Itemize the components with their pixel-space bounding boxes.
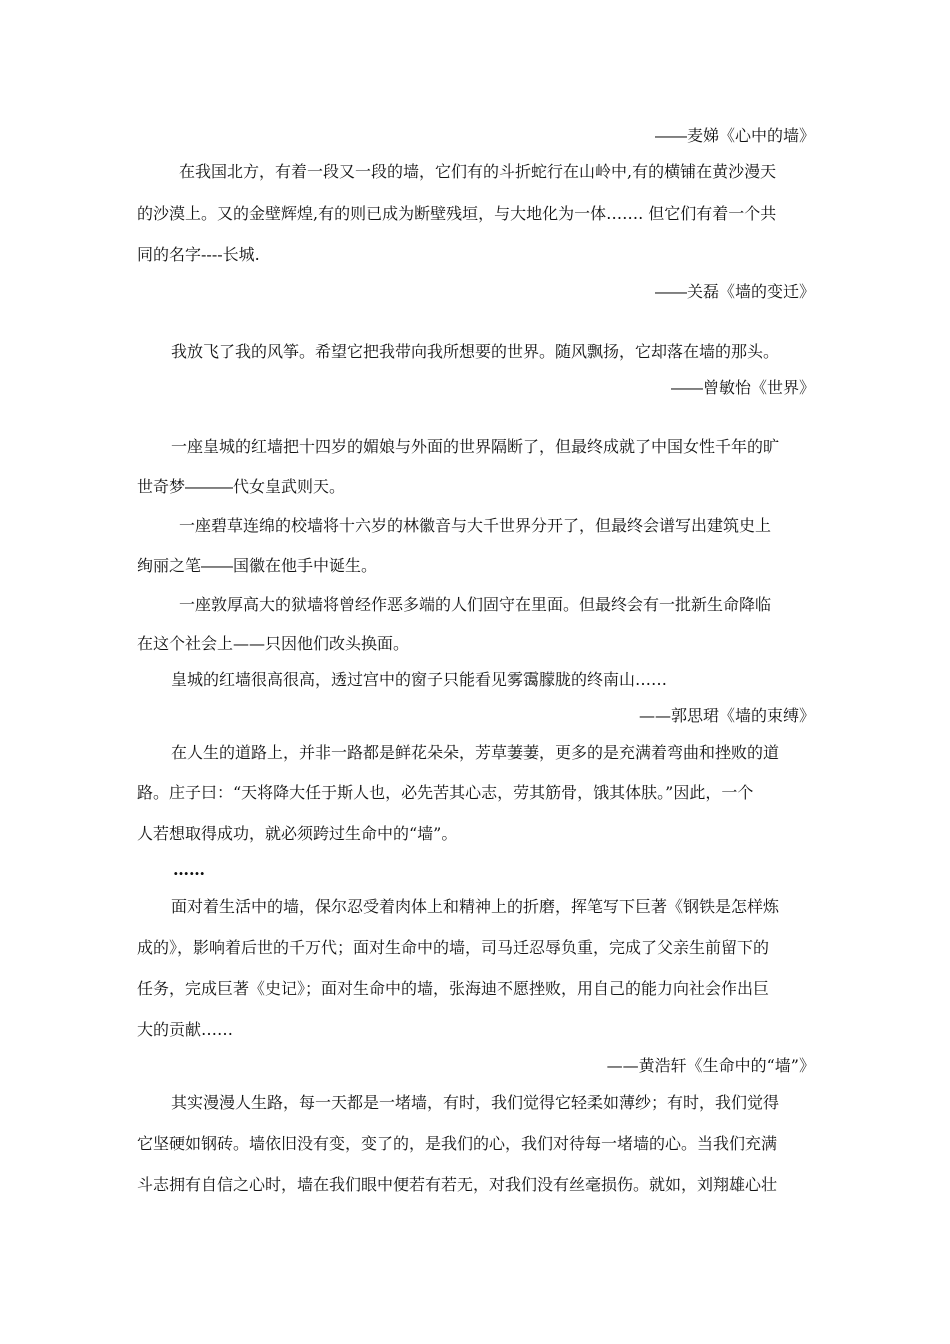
text-line: 它坚硬如钢砖。墙依旧没有变，变了的，是我们的心，我们对待每一堵墙的心。当我们充满: [137, 1134, 778, 1153]
text-line: 在我国北方，有着一段又一段的墙，它们有的斗折蛇行在山岭中,有的横铺在黄沙漫天: [179, 162, 777, 181]
attribution: ――关磊《墙的变迁》: [654, 282, 815, 301]
text-line: 任务，完成巨著《史记》；面对生命中的墙，张海迪不愿挫败，用自己的能力向社会作出巨: [137, 979, 770, 998]
text-line: 一座碧草连绵的校墙将十六岁的林徽音与大千世界分开了，但最终会谱写出建筑史上: [179, 516, 772, 535]
attribution: ――麦娣《心中的墙》: [654, 126, 815, 145]
text-line: 在人生的道路上，并非一路都是鲜花朵朵，芳草萋萋，更多的是充满着弯曲和挫败的道: [171, 743, 780, 762]
ellipsis-line: ……: [173, 860, 205, 879]
text-line: 同的名字----长城.: [137, 245, 260, 264]
text-line: 人若想取得成功，就必须跨过生命中的“墙”。: [137, 824, 458, 843]
text-line: 斗志拥有自信之心时，墙在我们眼中便若有若无，对我们没有丝毫损伤。就如，刘翔雄心壮: [137, 1175, 778, 1194]
text-line: 一座皇城的红墙把十四岁的媚娘与外面的世界隔断了，但最终成就了中国女性千年的旷: [171, 437, 780, 456]
text-line: 一座敦厚高大的狱墙将曾经作恶多端的人们固守在里面。但最终会有一批新生命降临: [179, 595, 772, 614]
attribution: ——郭思珺《墙的束缚》: [638, 706, 815, 725]
text-line: 的沙漠上。又的金壁辉煌,有的则已成为断壁残垣，与大地化为一体……. 但它们有着一个共: [137, 204, 777, 223]
text-line: 大的贡献……: [137, 1020, 234, 1039]
text-line: 成的》，影响着后世的千万代；面对生命中的墙，司马迁忍辱负重，完成了父亲生前留下的: [137, 938, 770, 957]
text-line: 面对着生活中的墙，保尔忍受着肉体上和精神上的折磨，挥笔写下巨著《钢铁是怎样炼: [171, 897, 780, 916]
attribution: ——黄浩轩《生命中的“墙”》: [606, 1056, 815, 1075]
text-line: 我放飞了我的风筝。希望它把我带向我所想要的世界。随风飘扬，它却落在墙的那头。: [171, 342, 780, 361]
text-line: 在这个社会上——只因他们改头换面。: [137, 634, 410, 653]
attribution: ――曾敏怡《世界》: [670, 378, 815, 397]
text-line: 绚丽之笔――国徽在他手中诞生。: [137, 556, 378, 575]
text-line: 皇城的红墙很高很高，透过宫中的窗子只能看见雾霭朦胧的终南山……: [171, 670, 668, 689]
text-line: 路。庄子曰：“天将降大任于斯人也，必先苦其心志，劳其筋骨，饿其体肤。”因此，一个: [137, 783, 754, 802]
text-line: 其实漫漫人生路，每一天都是一堵墙，有时，我们觉得它轻柔如薄纱；有时，我们觉得: [171, 1093, 780, 1112]
text-line: 世奇梦―――代女皇武则天。: [137, 477, 346, 496]
